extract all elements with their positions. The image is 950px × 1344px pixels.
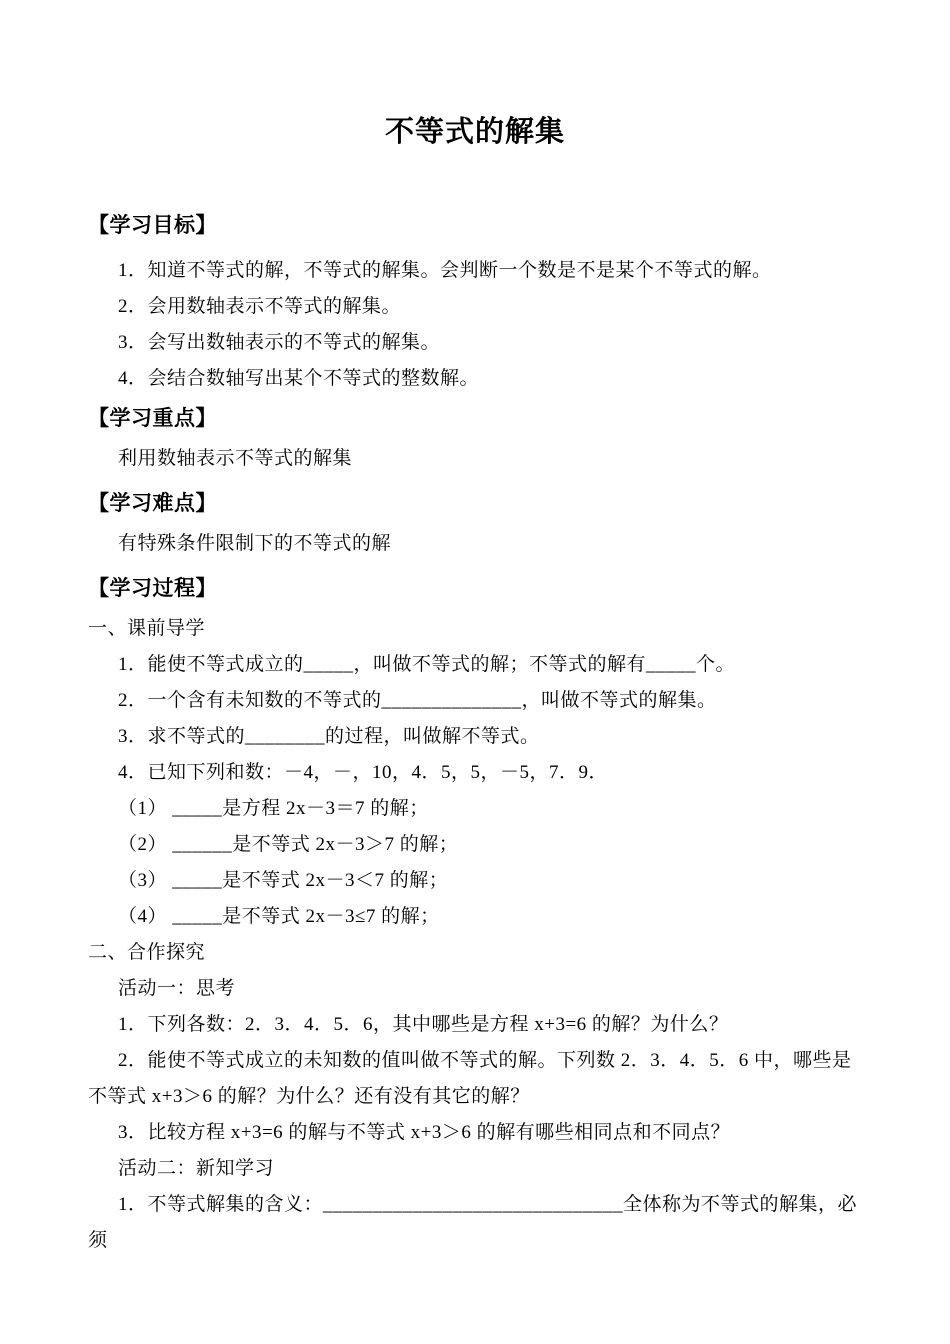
activity2-title: 活动二：新知学习 [118, 1158, 275, 1179]
goal-item: 1．知道不等式的解，不等式的解集。会判断一个数是不是某个不等式的解。 [118, 260, 772, 281]
section-heading-process: 【学习过程】 [88, 576, 217, 600]
activity2-item: 1．不等式解集的含义：______________________________全体称为不等式的解集，必须 [88, 1194, 858, 1251]
activity1-item: 2．能使不等式成立的未知数的值叫做不等式的解。下列数 2．3．4．5．6 中，哪些是不等式 x+3＞6 的解？为什么？还有没有其它的解？ [88, 1050, 852, 1107]
part1-subitem: （3） _____是不等式 2x－3＜7 的解； [118, 870, 449, 891]
goal-item: 2．会用数轴表示不等式的解集。 [118, 296, 402, 317]
part1-subitem: （2） ______是不等式 2x－3＞7 的解； [118, 834, 459, 855]
key-points-body: 利用数轴表示不等式的解集 [118, 448, 353, 469]
part1-item: 1．能使不等式成立的_____，叫做不等式的解；不等式的解有_____个。 [118, 654, 736, 675]
section-heading-difficulties: 【学习难点】 [88, 491, 217, 515]
part1-subitem: （4） _____是不等式 2x－3≤7 的解； [118, 906, 440, 927]
difficulties-body: 有特殊条件限制下的不等式的解 [118, 533, 392, 554]
part1-item: 3．求不等式的________的过程，叫做解不等式。 [118, 726, 540, 747]
part2-title: 二、合作探究 [88, 942, 206, 963]
activity1-item: 1．下列各数：2．3．4．5．6，其中哪些是方程 x+3=6 的解？为什么？ [118, 1014, 729, 1035]
section-heading-goals: 【学习目标】 [88, 213, 217, 237]
part1-title: 一、课前导学 [88, 618, 206, 639]
activity1-item: 3．比较方程 x+3=6 的解与不等式 x+3＞6 的解有哪些相同点和不同点？ [118, 1122, 731, 1143]
part1-item: 2．一个含有未知数的不等式的______________，叫做不等式的解集。 [118, 690, 717, 711]
activity1-title: 活动一：思考 [118, 978, 236, 999]
part1-subitem: （1） _____是方程 2x－3＝7 的解； [118, 798, 429, 819]
goal-item: 4．会结合数轴写出某个不等式的整数解。 [118, 368, 480, 389]
document-title: 不等式的解集 [384, 116, 565, 148]
part1-item: 4．已知下列和数：－4，－，10，4．5，5，－5，7．9． [118, 762, 609, 783]
goal-item: 3．会写出数轴表示的不等式的解集。 [118, 332, 441, 353]
section-heading-key-points: 【学习重点】 [88, 406, 217, 430]
